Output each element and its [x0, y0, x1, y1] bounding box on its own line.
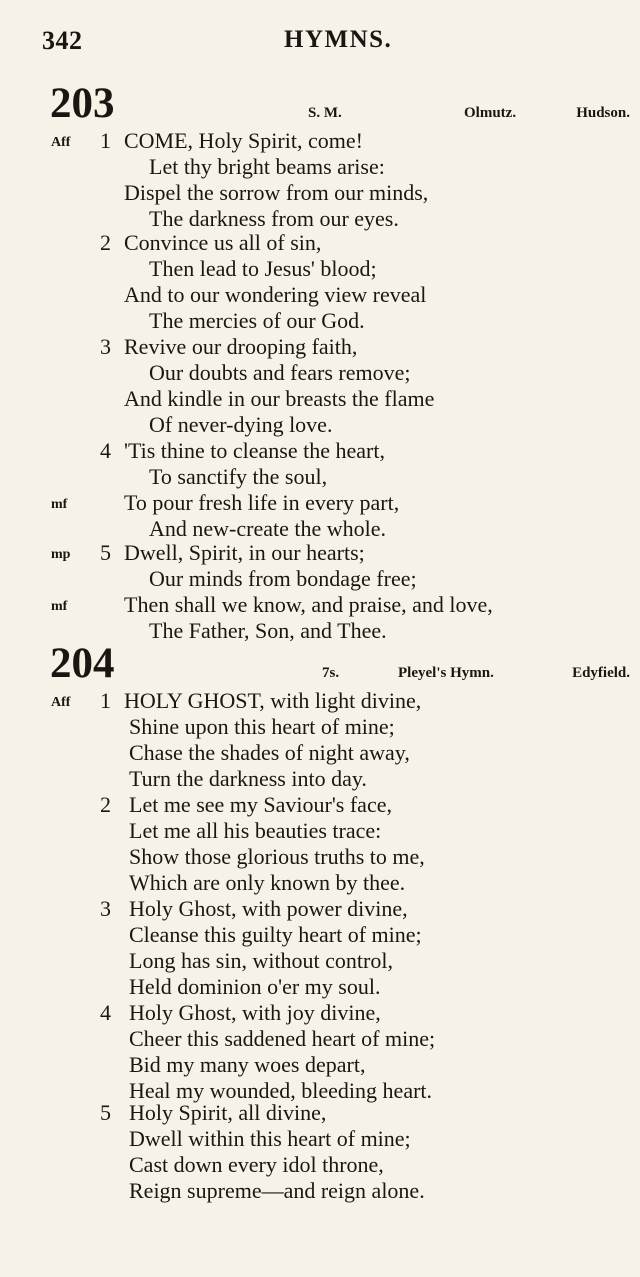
hymn-number: 204 [50, 640, 115, 687]
verse-line-text: Our doubts and fears remove; [149, 360, 411, 385]
verse-line [0, 282, 640, 308]
stanza-number: 3 [100, 896, 111, 921]
verse-line [0, 180, 640, 206]
running-head [42, 26, 598, 60]
dynamic-mark: mf [51, 497, 68, 512]
verse-line [0, 360, 640, 386]
verse-line-text: Cast down every idol throne, [129, 1152, 384, 1177]
stanza-number: 2 [100, 792, 111, 817]
stanza [0, 540, 640, 644]
verse-line-text: The darkness from our eyes. [149, 206, 399, 231]
hymn-tune: Pleyel's Hymn. [398, 665, 494, 681]
verse-line [0, 1052, 640, 1078]
hymn-204-header [50, 640, 630, 688]
stanza [0, 792, 640, 896]
stanza [0, 1000, 640, 1104]
verse-line-text: Shine upon this heart of mine; [129, 714, 395, 739]
verse-line [0, 154, 640, 180]
verse-line [0, 714, 640, 740]
verse-line [0, 128, 640, 154]
running-title: HYMNS. [284, 26, 393, 53]
verse-line-text: Turn the darkness into day. [129, 766, 367, 791]
verse-line-text: And kindle in our breasts the flame [124, 386, 435, 411]
hymn-composer: Hudson. [576, 105, 630, 121]
stanza-number: 4 [100, 438, 111, 463]
stanza [0, 128, 640, 232]
stanza [0, 1100, 640, 1204]
verse-line-text: Then shall we know, and praise, and love, [124, 592, 493, 617]
verse-line [0, 516, 640, 542]
verse-line [0, 818, 640, 844]
verse-line-text: Holy Ghost, with joy divine, [129, 1000, 381, 1025]
verse-line [0, 206, 640, 232]
hymn-meter: 7s. [322, 665, 340, 681]
verse-line [0, 844, 640, 870]
verse-line [0, 740, 640, 766]
verse-line [0, 308, 640, 334]
verse-line-text: Let thy bright beams arise: [149, 154, 385, 179]
verse-line-text: Cheer this saddened heart of mine; [129, 1026, 436, 1051]
verse-line-text: Chase the shades of night away, [129, 740, 410, 765]
verse-line [0, 566, 640, 592]
verse-line-text: Heal my wounded, bleeding heart. [129, 1078, 433, 1103]
verse-line [0, 230, 640, 256]
verse-line [0, 870, 640, 896]
verse-line-text: And to our wondering view reveal [124, 282, 427, 307]
dynamic-mark: Aff [51, 135, 71, 150]
verse-line [0, 974, 640, 1000]
verse-line-text: Let me see my Saviour's face, [129, 792, 392, 817]
verse-line-text: Reign supreme—and reign alone. [129, 1178, 425, 1203]
verse-line [0, 948, 640, 974]
stanza [0, 438, 640, 542]
verse-line-text: The mercies of our God. [149, 308, 365, 333]
stanza [0, 896, 640, 1000]
verse-line-text: Convince us all of sin, [124, 230, 322, 255]
verse-line [0, 412, 640, 438]
verse-line-text: To sanctify the soul, [149, 464, 328, 489]
verse-line [0, 256, 640, 282]
verse-line-text: Then lead to Jesus' blood; [149, 256, 377, 281]
page-number: 342 [42, 26, 83, 55]
stanza-number: 2 [100, 230, 111, 255]
dynamic-mark: mf [51, 599, 68, 614]
stanza [0, 688, 640, 792]
verse-line-text: 'Tis thine to cleanse the heart, [124, 438, 385, 463]
verse-line-text: Which are only known by thee. [129, 870, 406, 895]
verse-line [0, 334, 640, 360]
verse-line-text: Cleanse this guilty heart of mine; [129, 922, 422, 947]
verse-line-text: Show those glorious truths to me, [129, 844, 425, 869]
verse-line-text: Dispel the sorrow from our minds, [124, 180, 429, 205]
verse-line-text: COME, Holy Spirit, come! [124, 128, 363, 153]
stanza-number: 4 [100, 1000, 111, 1025]
verse-line-text: Let me all his beauties trace: [129, 818, 382, 843]
stanza-number: 3 [100, 334, 111, 359]
stanza-number: 1 [100, 688, 111, 713]
verse-line-text: Holy Spirit, all divine, [129, 1100, 327, 1125]
verse-line [0, 1152, 640, 1178]
verse-line-text: And new-create the whole. [149, 516, 387, 541]
verse-line-text: The Father, Son, and Thee. [149, 618, 387, 643]
verse-line [0, 386, 640, 412]
verse-line [0, 1126, 640, 1152]
verse-line-text: HOLY GHOST, with light divine, [124, 688, 422, 713]
hymn-203-header [50, 80, 630, 128]
verse-line-text: Revive our drooping faith, [124, 334, 358, 359]
verse-line-text: Held dominion o'er my soul. [129, 974, 381, 999]
verse-line [0, 1026, 640, 1052]
verse-line [0, 490, 640, 516]
stanza [0, 230, 640, 334]
verse-line-text: Bid my many woes depart, [129, 1052, 366, 1077]
dynamic-mark: Aff [51, 695, 71, 710]
verse-line [0, 896, 640, 922]
stanza-number: 1 [100, 128, 111, 153]
verse-line [0, 1178, 640, 1204]
verse-line [0, 1100, 640, 1126]
stanza [0, 334, 640, 438]
verse-line [0, 792, 640, 818]
verse-line [0, 922, 640, 948]
verse-line [0, 592, 640, 618]
stanza-number: 5 [100, 540, 111, 565]
verse-line [0, 766, 640, 792]
stanza-number: 5 [100, 1100, 111, 1125]
verse-line [0, 1000, 640, 1026]
verse-line-text: Our minds from bondage free; [149, 566, 417, 591]
verse-line [0, 540, 640, 566]
verse-line-text: Long has sin, without control, [129, 948, 393, 973]
verse-line [0, 438, 640, 464]
hymn-tune: Olmutz. [464, 105, 517, 121]
hymn-composer: Edyfield. [572, 665, 630, 681]
verse-line-text: Dwell, Spirit, in our hearts; [124, 540, 365, 565]
verse-line [0, 688, 640, 714]
hymn-meter: S. M. [308, 105, 342, 121]
verse-line-text: To pour fresh life in every part, [124, 490, 400, 515]
verse-line-text: Of never-dying love. [149, 412, 333, 437]
dynamic-mark: mp [51, 547, 71, 562]
hymn-number: 203 [50, 80, 115, 127]
verse-line-text: Dwell within this heart of mine; [129, 1126, 411, 1151]
verse-line [0, 464, 640, 490]
verse-line-text: Holy Ghost, with power divine, [129, 896, 408, 921]
